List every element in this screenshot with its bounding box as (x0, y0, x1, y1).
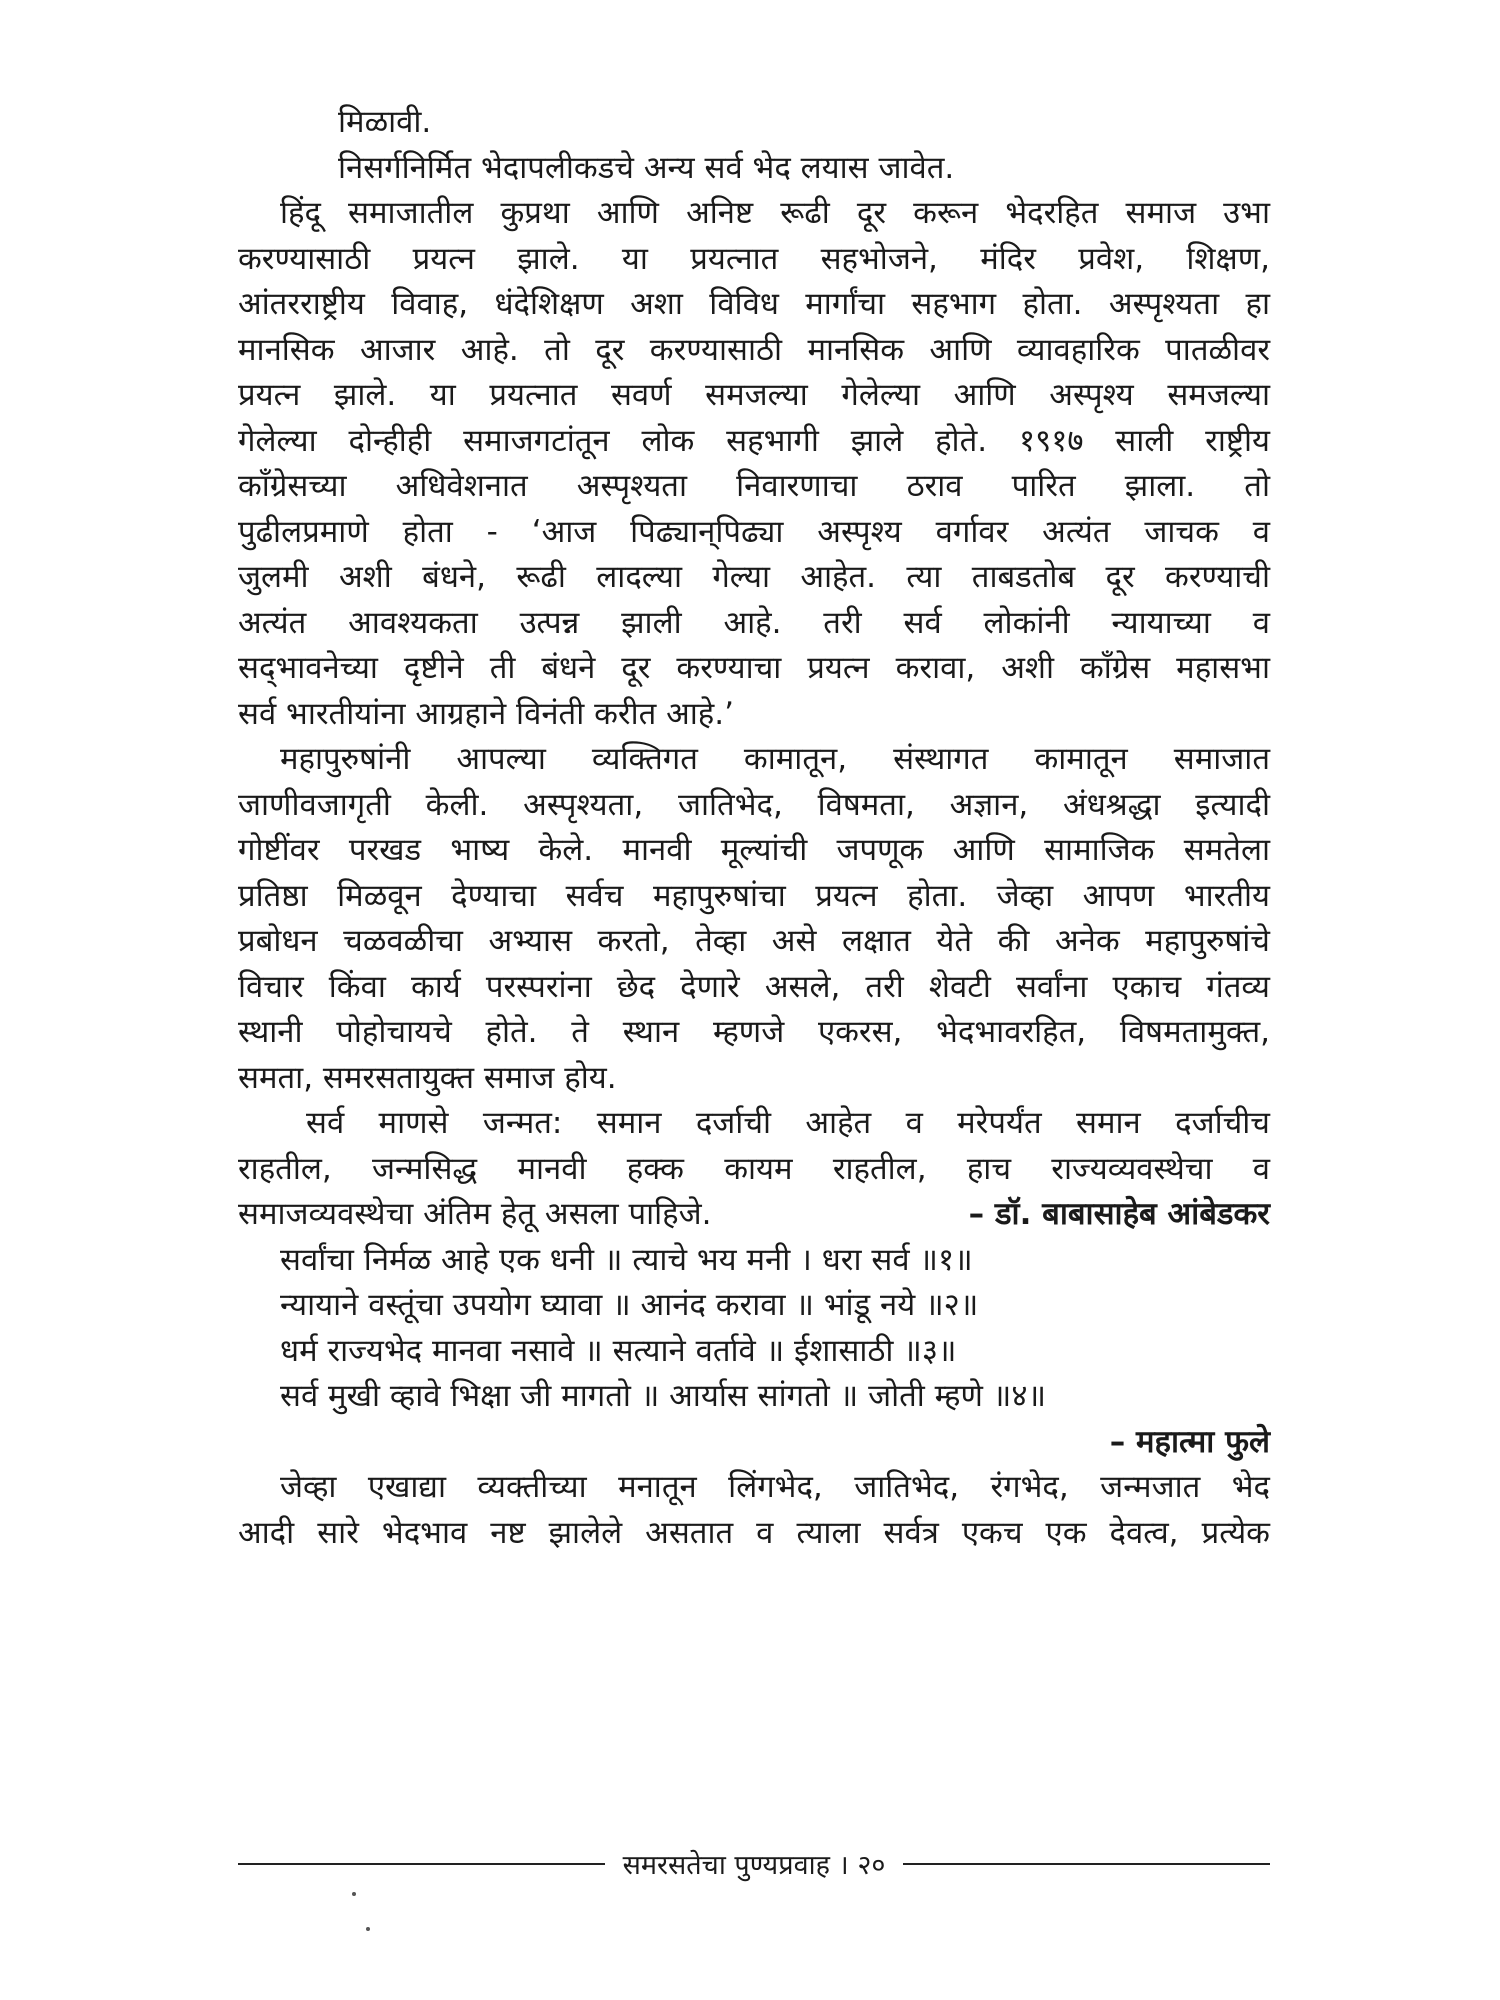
scan-speck (366, 1927, 370, 1931)
text-line: सर्व भारतीयांना आग्रहाने विनंती करीत आहे.’ (238, 695, 734, 732)
text-line: काँग्रेसच्या अधिवेशनात अस्पृश्यता निवारणाचा ठराव पारित झाला. तो (238, 468, 1270, 504)
text-line: गेलेल्या दोन्हीही समाजगटांतून लोक सहभागी झाले होते. १९१७ साली राष्ट्रीय (238, 422, 1270, 459)
ambedkar-signature: – डॉ. बाबासाहेब आंबेडकर (968, 1196, 1270, 1232)
text-line: स्थानी पोहोचायचे होते. ते स्थान म्हणजे एकरस, भेदभावरहित, विषमतामुक्त, (238, 1014, 1270, 1050)
text-line: गोष्टींवर परखड भाष्य केले. मानवी मूल्यांची जपणूक आणि सामाजिक समतेला (238, 832, 1270, 868)
text-line: सर्व माणसे जन्मत: समान दर्जाची आहेत व मरेपर्यंत समान दर्जाचीच (306, 1105, 1270, 1141)
text-line: जाणीवजागृती केली. अस्पृश्यता, जातिभेद, विषमता, अज्ञान, अंधश्रद्धा इत्यादी (238, 786, 1270, 823)
text-line: करण्यासाठी प्रयत्न झाले. या प्रयत्नात सहभोजने, मंदिर प्रवेश, शिक्षण, (238, 240, 1270, 277)
verse-line: धर्म राज्यभेद मानवा नसावे ॥ सत्याने वर्तावे ॥ ईशासाठी ॥३॥ (280, 1332, 957, 1369)
body-text (238, 100, 1270, 1556)
text-line: पुढीलप्रमाणे होता - ‘आज पिढ्यान्‌पिढ्या अस्पृश्य वर्गावर अत्यंत जाचक व (238, 513, 1270, 550)
footer-rule-right (903, 1863, 1270, 1865)
scan-speck (352, 1892, 356, 1896)
text-line: विचार किंवा कार्य परस्परांना छेद देणारे असले, तरी शेवटी सर्वांना एकाच गंतव्य (238, 968, 1270, 1005)
text-line: जेव्हा एखाद्या व्यक्तीच्या मनातून लिंगभेद, जातिभेद, रंगभेद, जन्मजात भेद (280, 1469, 1270, 1505)
page-footer (238, 1845, 1270, 1882)
text-line: निसर्गनिर्मित भेदापलीकडचे अन्य सर्व भेद लयास जावेत. (338, 149, 955, 186)
text-line: आंतरराष्ट्रीय विवाह, धंदेशिक्षण अशा विविध मार्गांचा सहभाग होता. अस्पृश्यता हा (238, 286, 1270, 322)
text-line: अत्यंत आवश्यकता उत्पन्न झाली आहे. तरी सर्व लोकांनी न्यायाच्या व (238, 604, 1270, 641)
text-line: राहतील, जन्मसिद्ध मानवी हक्क कायम राहतील, हाच राज्यव्यवस्थेचा व (238, 1150, 1270, 1187)
text-line: समता, समरसतायुक्त समाज होय. (238, 1059, 617, 1096)
text-line: जुलमी अशी बंधने, रूढी लादल्या गेल्या आहेत. त्या ताबडतोब दूर करण्याची (238, 559, 1270, 595)
footer-title-page-number: समरसतेचा पुण्यप्रवाह । २० (622, 1850, 886, 1881)
verse-line: सर्व मुखी व्हावे भिक्षा जी मागतो ॥ आर्यास सांगतो ॥ जोती म्हणे ॥४॥ (280, 1378, 1047, 1414)
phule-signature: – महात्मा फुले (1109, 1423, 1270, 1460)
text-line: प्रयत्न झाले. या प्रयत्नात सवर्ण समजल्या गेलेल्या आणि अस्पृश्य समजल्या (238, 377, 1270, 413)
text-line: आदी सारे भेदभाव नष्ट झालेले असतात व त्याला सर्वत्र एकच एक देवत्व, प्रत्येक (238, 1514, 1270, 1551)
verse-line: सर्वांचा निर्मळ आहे एक धनी ॥ त्याचे भय मनी । धरा सर्व ॥१॥ (280, 1241, 973, 1278)
text-line: प्रबोधन चळवळीचा अभ्यास करतो, तेव्हा असे लक्षात येते की अनेक महापुरुषांचे (238, 923, 1270, 959)
quote-last-line (238, 1192, 1270, 1238)
footer-rule-left (238, 1863, 605, 1865)
verse-line: न्यायाने वस्तूंचा उपयोग घ्यावा ॥ आनंद करावा ॥ भांडू नये ॥२॥ (280, 1287, 979, 1323)
text-line: प्रतिष्ठा मिळवून देण्याचा सर्वच महापुरुषांचा प्रयत्न होता. जेव्हा आपण भारतीय (238, 877, 1270, 914)
text-line: मानसिक आजार आहे. तो दूर करण्यासाठी मानसिक आणि व्यावहारिक पातळीवर (238, 331, 1270, 368)
text-line: महापुरुषांनी आपल्या व्यक्तिगत कामातून, संस्थागत कामातून समाजात (280, 741, 1270, 777)
text-line: हिंदू समाजातील कुप्रथा आणि अनिष्ट रूढी दूर करून भेदरहित समाज उभा (280, 195, 1270, 231)
text-line: समाजव्यवस्थेचा अंतिम हेतू असला पाहिजे. (238, 1196, 712, 1232)
text-line: सद्‌भावनेच्या दृष्टीने ती बंधने दूर करण्याचा प्रयत्न करावा, अशी काँग्रेस महासभा (238, 650, 1270, 686)
text-line: मिळावी. (338, 104, 432, 140)
